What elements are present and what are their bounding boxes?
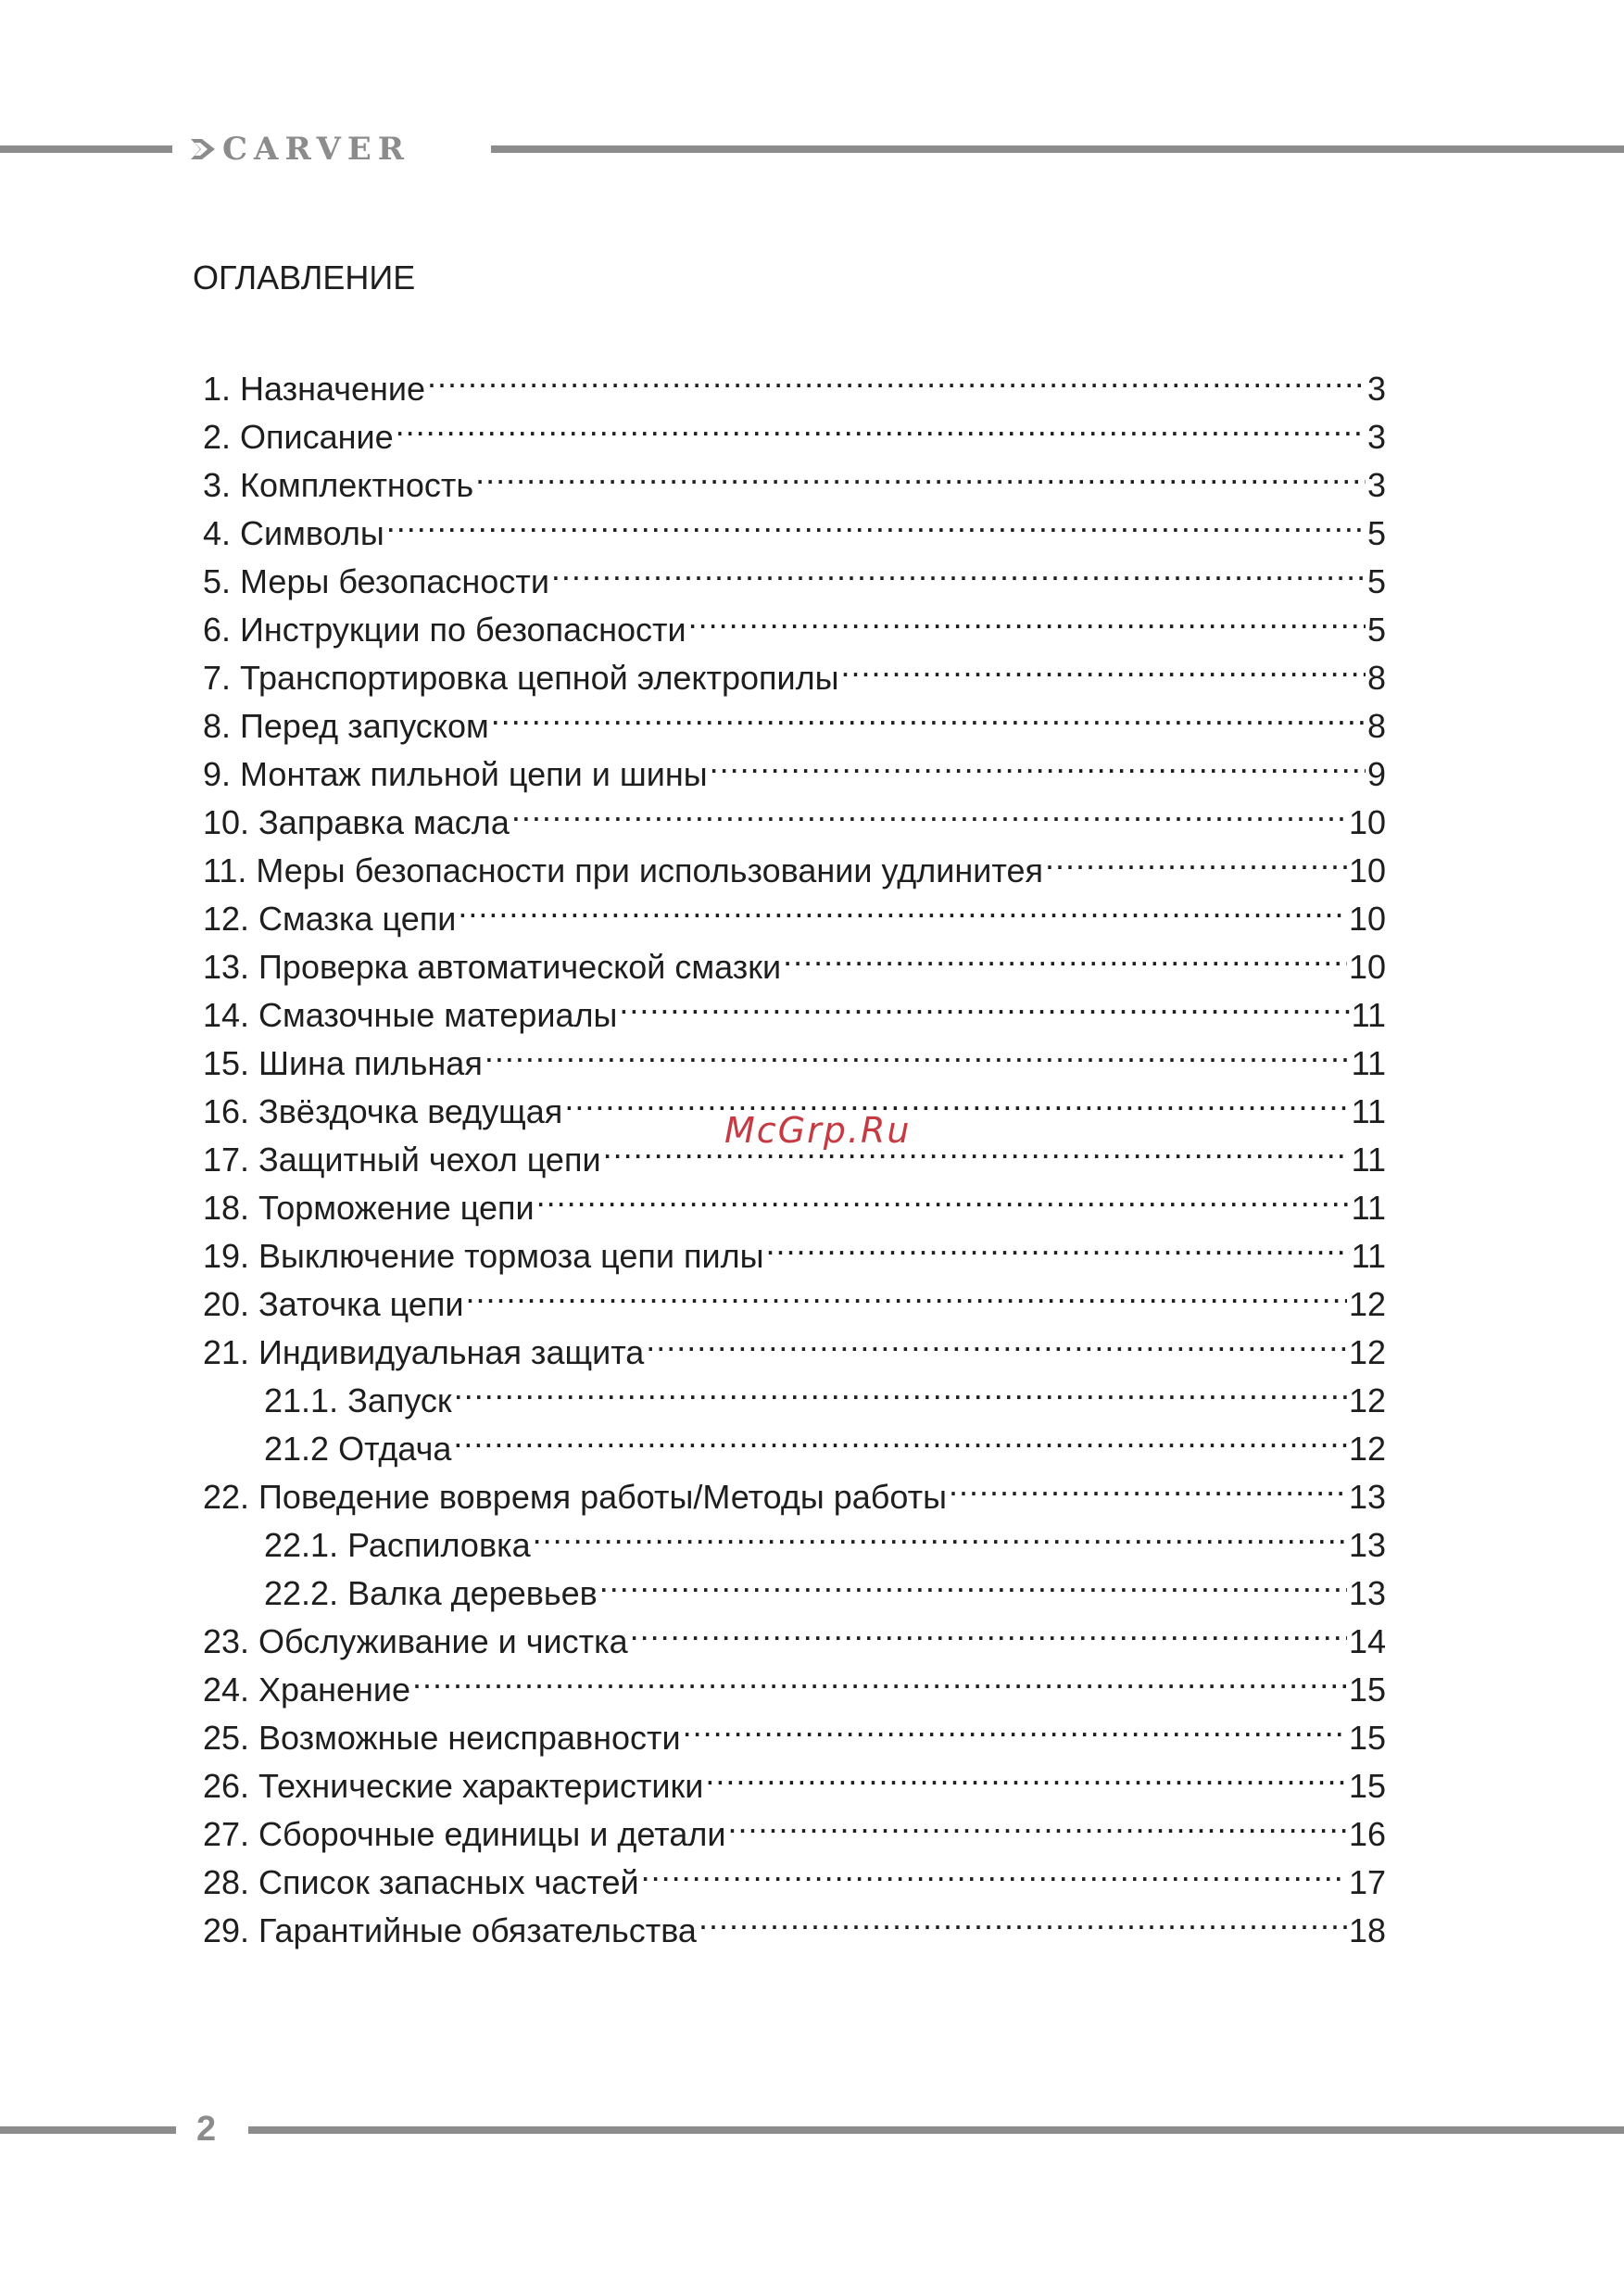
toc-entry-page: 8 [1366, 659, 1386, 697]
toc-entry-page: 10 [1348, 948, 1386, 986]
toc-entry-label: 6. Инструкции по безопасности [203, 611, 686, 649]
toc-entry-page: 11 [1351, 1237, 1386, 1275]
toc-entry-label: 3. Комплектность [203, 466, 474, 504]
toc-entry-page: 13 [1348, 1478, 1386, 1516]
footer-rule-left [0, 2126, 176, 2134]
toc-entry-label: 22.1. Распиловка [264, 1526, 531, 1564]
toc-entry-label: 12. Смазка цепи [203, 900, 457, 938]
toc-entry-label: 2. Описание [203, 418, 394, 456]
toc-dot-leader [599, 1557, 1347, 1605]
toc-dot-leader [453, 1412, 1347, 1460]
toc-dot-leader [475, 448, 1366, 497]
toc-entry-label: 28. Список запасных частей [203, 1863, 639, 1901]
toc-dot-leader [458, 882, 1347, 930]
toc-entry-label: 21.2 Отдача [264, 1430, 452, 1468]
toc-entry-page: 15 [1348, 1767, 1386, 1805]
toc-dot-leader [466, 1267, 1347, 1316]
toc-dot-leader [485, 1027, 1350, 1075]
toc-entry-page: 15 [1348, 1719, 1386, 1757]
toc-entry-label: 24. Хранение [203, 1671, 411, 1709]
toc-dot-leader [949, 1460, 1347, 1508]
page-number: 2 [196, 2110, 217, 2149]
toc-entry-page: 11 [1351, 1044, 1386, 1082]
toc-dot-leader [630, 1605, 1347, 1653]
toc-entry-label: 5. Меры безопасности [203, 562, 549, 600]
toc-entry-page: 16 [1348, 1815, 1386, 1853]
toc-entry-page: 11 [1351, 1092, 1386, 1130]
toc-entry-page: 9 [1366, 755, 1386, 793]
toc-entry-page: 12 [1348, 1285, 1386, 1323]
toc-entry-page: 5 [1366, 514, 1386, 552]
brand-logo [191, 132, 410, 166]
toc-dot-leader [688, 593, 1366, 641]
toc-entry-page: 13 [1348, 1574, 1386, 1612]
toc-dot-leader [533, 1508, 1347, 1557]
toc-entry-page: 10 [1348, 803, 1386, 841]
toc-dot-leader [641, 1846, 1347, 1894]
toc-dot-leader [603, 1123, 1350, 1171]
toc-dot-leader [841, 641, 1366, 689]
toc-entry-page: 10 [1348, 900, 1386, 938]
toc-entry-label: 10. Заправка масла [203, 803, 510, 841]
toc-entry-label: 16. Звёздочка ведущая [203, 1092, 563, 1130]
toc-entry-label: 1. Назначение [203, 370, 426, 408]
toc-entry-page: 10 [1348, 851, 1386, 889]
toc-dot-leader [683, 1701, 1347, 1749]
toc-entry-label: 7. Транспортировка цепной электропилы [203, 659, 839, 697]
toc-entry[interactable] [203, 352, 1386, 408]
toc-dot-leader [564, 1075, 1349, 1123]
header-rule-right [491, 145, 1624, 153]
toc-entry-page: 15 [1348, 1671, 1386, 1709]
toc-entry-label: 13. Проверка автоматической смазки [203, 948, 782, 986]
toc-dot-leader [765, 1219, 1349, 1267]
toc-entry-page: 8 [1366, 707, 1386, 745]
toc-entry-page: 5 [1366, 562, 1386, 600]
toc-dot-leader [511, 786, 1347, 834]
toc-entry-label: 19. Выключение тормоза цепи пилы [203, 1237, 764, 1275]
toc-entry-label: 27. Сборочные единицы и детали [203, 1815, 726, 1853]
toc-dot-leader [396, 400, 1366, 448]
carver-logo-mark-icon [191, 137, 215, 161]
toc-dot-leader [699, 1894, 1347, 1942]
toc-entry-label: 26. Технические характеристики [203, 1767, 704, 1805]
toc-dot-leader [427, 352, 1366, 400]
watermark: McGrp.Ru [724, 1110, 912, 1151]
toc-entry-page: 3 [1366, 418, 1386, 456]
toc-entry-label: 17. Защитный чехол цепи [203, 1141, 601, 1179]
toc-entry-label: 15. Шина пильная [203, 1044, 483, 1082]
toc-entry-label: 22. Поведение вовремя работы/Методы работы [203, 1478, 948, 1516]
brand-logo-text: CARVER [222, 131, 411, 168]
toc-dot-leader [454, 1364, 1347, 1412]
toc-entry-label: 9. Монтаж пильной цепи и шины [203, 755, 708, 793]
header-rule-left [0, 145, 172, 153]
toc-dot-leader [412, 1653, 1347, 1701]
toc-entry-page: 5 [1366, 611, 1386, 649]
toc-entry-page: 11 [1351, 1189, 1386, 1227]
footer-rule-right [248, 2126, 1624, 2134]
toc-entry-page: 12 [1348, 1381, 1386, 1419]
toc-entry-label: 21. Индивидуальная защита [203, 1333, 645, 1371]
toc-entry-label: 21.1. Запуск [264, 1381, 452, 1419]
toc-dot-leader [491, 689, 1366, 738]
toc-dot-leader [783, 930, 1347, 978]
toc-entry-label: 25. Возможные неисправности [203, 1719, 681, 1757]
toc-entry-label: 11. Меры безопасности при использовании удлинитея [203, 851, 1043, 889]
toc-entry-label: 4. Символы [203, 514, 384, 552]
toc-entry-label: 14. Смазочные материалы [203, 996, 618, 1034]
toc-entry-page: 11 [1351, 1141, 1386, 1179]
toc-entry-label: 8. Перед запуском [203, 707, 489, 745]
toc-entry-label: 22.2. Валка деревьев [264, 1574, 598, 1612]
toc-entry-page: 14 [1348, 1622, 1386, 1660]
page-title: ОГЛАВЛЕНИЕ [193, 259, 416, 296]
toc-entry-label: 20. Заточка цепи [203, 1285, 464, 1323]
toc-dot-leader [1045, 834, 1347, 882]
toc-entry-label: 29. Гарантийные обязательства [203, 1911, 697, 1949]
toc-entry-page: 3 [1366, 370, 1386, 408]
toc-dot-leader [646, 1316, 1347, 1364]
toc-dot-leader [386, 497, 1366, 545]
toc-entry-page: 11 [1351, 996, 1386, 1034]
toc-entry-label: 18. Торможение цепи [203, 1189, 535, 1227]
toc-entry-page: 13 [1348, 1526, 1386, 1564]
toc-dot-leader [727, 1797, 1346, 1846]
toc-dot-leader [705, 1749, 1347, 1797]
toc-dot-leader [551, 545, 1366, 593]
toc-dot-leader [710, 738, 1366, 786]
toc-entry-label: 23. Обслуживание и чистка [203, 1622, 628, 1660]
toc-entry-page: 12 [1348, 1430, 1386, 1468]
toc-entry-page: 12 [1348, 1333, 1386, 1371]
toc-dot-leader [536, 1171, 1350, 1219]
toc-entry-page: 17 [1348, 1863, 1386, 1901]
toc-entry-page: 18 [1348, 1911, 1386, 1949]
toc-dot-leader [619, 978, 1349, 1027]
toc-entry-page: 3 [1366, 466, 1386, 504]
